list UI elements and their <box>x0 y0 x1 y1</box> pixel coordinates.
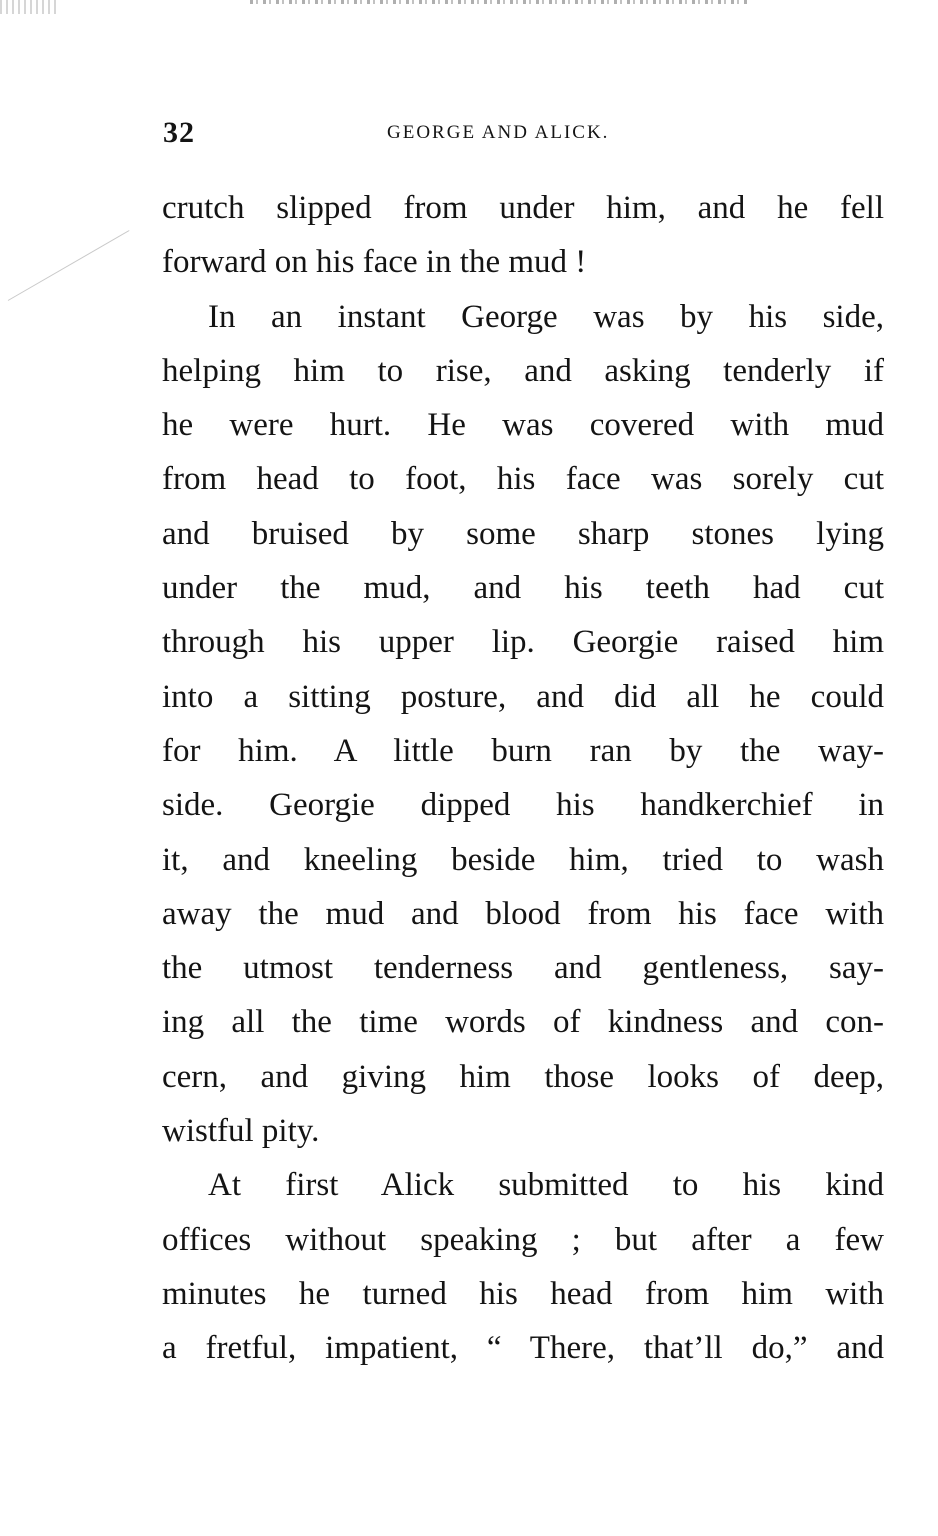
text-line: offices without speaking ; but after a few <box>162 1221 884 1258</box>
scan-edge-artifact <box>250 0 750 4</box>
text-line: forward on his face in the mud ! <box>162 244 587 281</box>
text-line: it, and kneeling beside him, tried to wash <box>162 841 884 878</box>
text-line: minutes he turned his head from him with <box>162 1275 884 1312</box>
text-line: away the mud and blood from his face with <box>162 895 884 932</box>
text-line: In an instant George was by his side, <box>208 298 884 335</box>
text-line: for him. A little burn ran by the way- <box>162 732 884 769</box>
text-line: through his upper lip. Georgie raised him <box>162 624 884 661</box>
text-line: helping him to rise, and asking tenderly if <box>162 352 884 389</box>
body-text <box>162 181 884 1376</box>
text-line: into a sitting posture, and did all he could <box>162 678 884 715</box>
text-line: ing all the time words of kindness and con- <box>162 1004 884 1041</box>
text-line: cern, and giving him those looks of deep, <box>162 1058 884 1095</box>
text-line: he were hurt. He was covered with mud <box>162 407 884 444</box>
text-line: and bruised by some sharp stones lying <box>162 515 884 552</box>
text-line: under the mud, and his teeth had cut <box>162 570 884 607</box>
running-head: GEORGE AND ALICK. <box>387 122 610 143</box>
text-line: side. Georgie dipped his handkerchief in <box>162 787 884 824</box>
text-line: the utmost tenderness and gentleness, say- <box>162 950 884 987</box>
page-header <box>163 113 663 153</box>
page-number: 32 <box>163 116 195 149</box>
text-line: crutch slipped from under him, and he fell <box>162 190 884 226</box>
text-line: At first Alick submitted to his kind <box>208 1167 884 1204</box>
margin-pencil-mark <box>8 230 130 301</box>
text-line: a fretful, impatient, “ There, that’ll do,” and <box>162 1330 884 1367</box>
text-line: wistful pity. <box>162 1113 320 1150</box>
scan-corner-artifact <box>0 0 60 14</box>
text-line: from head to foot, his face was sorely cut <box>162 461 884 498</box>
